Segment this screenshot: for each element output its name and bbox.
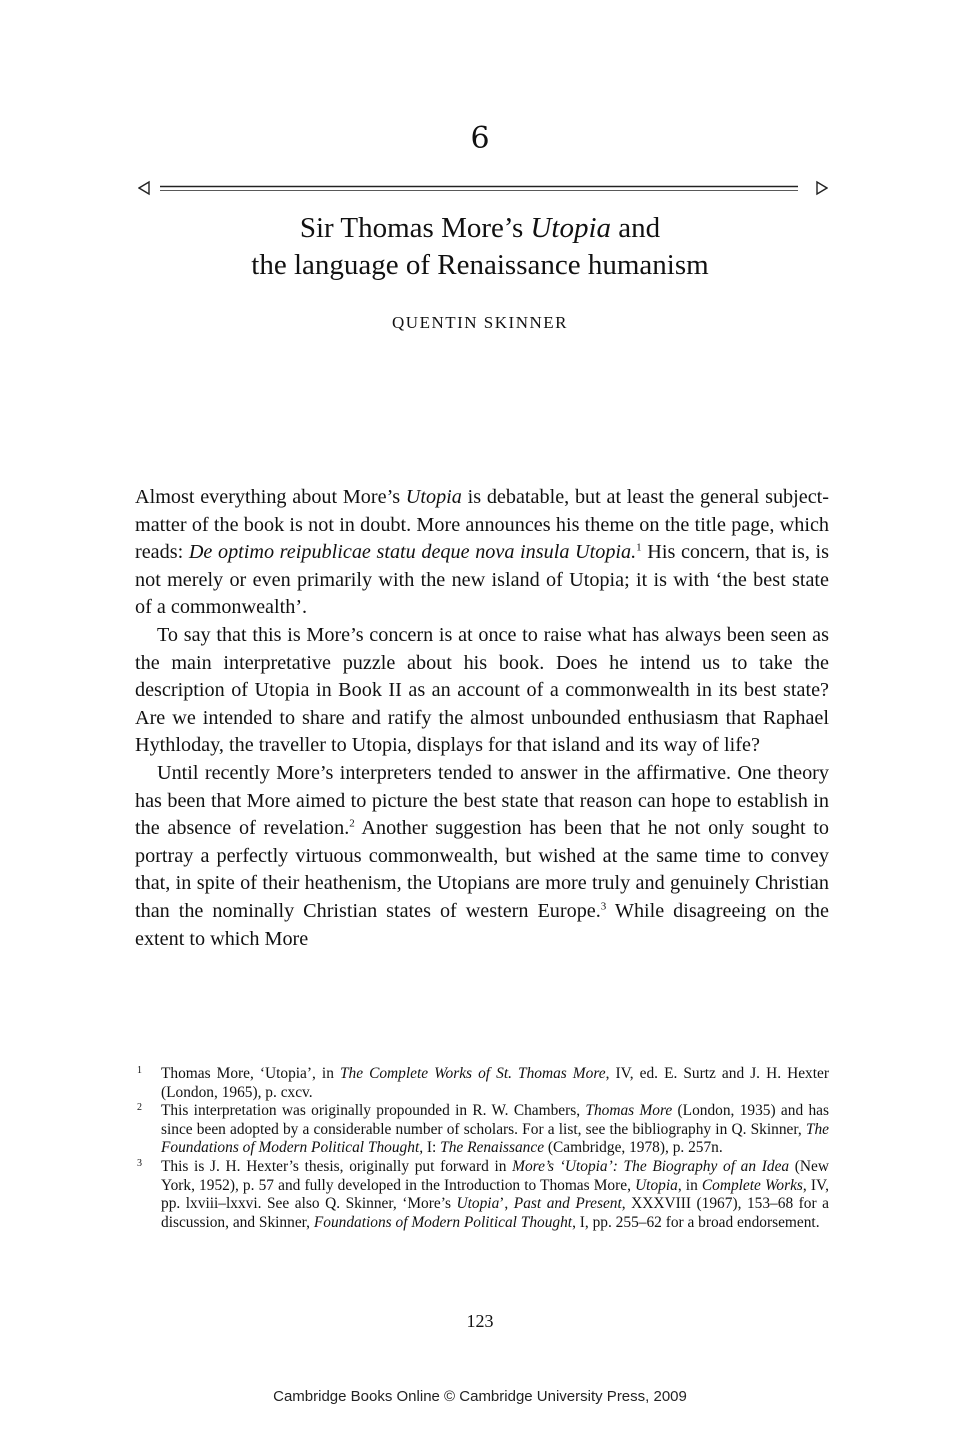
paragraph-1: Almost everything about More’s Utopia is debatable, but at least the general subject-matter of the book is not in doubt. More announces his theme on the title page, which reads: De optimo reipublicae statu deque nova insula Utopia.$^1$ His concern, that is, is not merely or even primarily with the new island of Utopia; it is with ‘the best state of a commonwealth’. — [135, 486, 829, 619]
body-text — [135, 484, 829, 953]
paragraph-2: To say that this is More’s concern is at once to raise what has always been seen as the main interpretative puzzle about his book. Does he intend us to take the description of Utopia in Book II as an account of a commonwealth in its best state? Are we intended to share and ratify the almost unbounded enthusiasm that Raphael Hythloday, the traveller to Utopia, displays for that island and its way of life? — [135, 623, 829, 757]
footnote-ref-2[interactable]: 2 — [349, 817, 355, 830]
footnotes — [135, 1065, 829, 1232]
footnote-mark: 3 — [137, 1157, 142, 1169]
author-name: QUENTIN SKINNER — [392, 313, 568, 332]
footnote-3: 3 This is J. H. Hexter’s thesis, originally put forward in More’s ‘Utopia’: The Biography of an Idea (New York, 1952), p. 57 and fully developed in the Introduction to Thomas More, Utopia, in Complete Works, IV, pp. lxviii–lxxvi. See also Q. Skinner, ‘More’s Utopia’, Past and Present, XXXVIII (1967), 153–68 for a discussion, and Skinner, Foundations of Modern Political Thought, I, pp. 255–62 for a broad endorsement. — [135, 1158, 829, 1232]
chapter-number: 6 — [470, 121, 490, 156]
chapter-ornament-rule — [138, 178, 828, 198]
copyright-notice: Cambridge Books Online © Cambridge University Press, 2009 — [273, 1388, 687, 1405]
footnote-2: 2 This interpretation was originally propounded in R. W. Chambers, Thomas More (London, 1935) and has since been adopted by a considerable number of scholars. For a list, see the bibliography in Q. Skinner, The Foundations of Modern Political Thought, I: The Renaissance (Cambridge, 1978), p. 257n. — [135, 1102, 829, 1158]
paragraph-3: Until recently More’s interpreters tended to answer in the affirmative. One theory has been that More aimed to picture the best state that reason can hope to establish in the absence of revelation.$^2$ Another suggestion has been that he not only sought to portray a perfectly virtuous commonwealth, but wished at the same time to convey that, in spite of their heathenism, the Utopians are more truly and genuinely Christian than the nominally Christian states of western Europe.$^3$ While disagreeing on the extent to which More — [135, 761, 830, 950]
footnote-1: 1 Thomas More, ‘Utopia’, in The Complete Works of St. Thomas More, IV, ed. E. Surtz and J. H. Hexter (London, 1965), p. cxcv. — [135, 1065, 829, 1102]
page-number: 123 — [466, 1311, 494, 1331]
title-line-2: the language of Renaissance humanism — [251, 249, 709, 281]
footnote-ref-1[interactable]: 1 — [636, 541, 642, 554]
title-line-1: Sir Thomas More’s Utopia and — [299, 212, 661, 244]
chapter-title — [0, 210, 960, 284]
footnote-ref-3[interactable]: 3 — [600, 900, 607, 913]
left-triangle-ornament — [139, 182, 149, 194]
footnote-mark: 1 — [137, 1065, 142, 1076]
footnote-mark: 2 — [137, 1102, 142, 1114]
right-triangle-ornament — [817, 182, 827, 194]
